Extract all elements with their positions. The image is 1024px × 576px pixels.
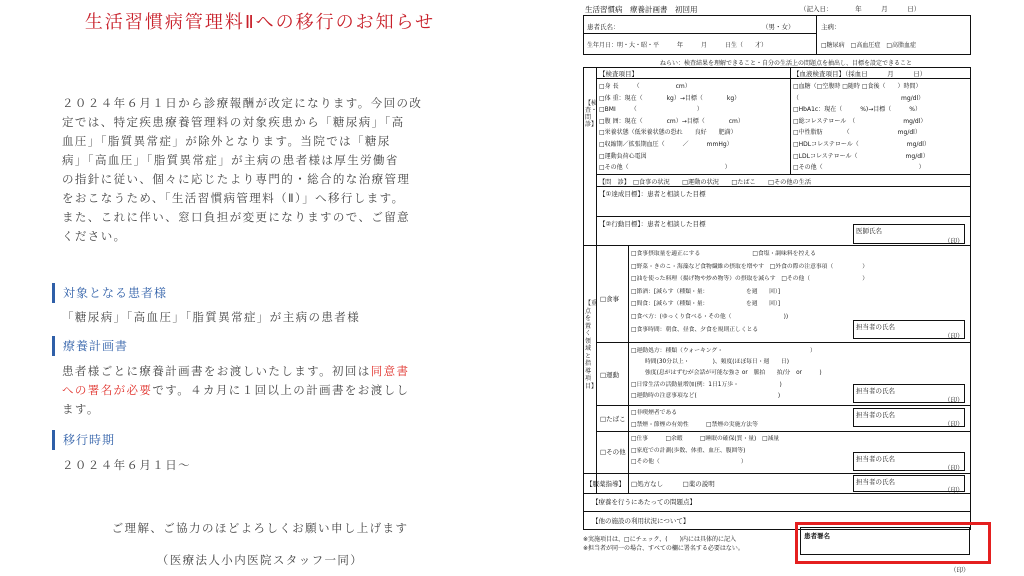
- goal2-label: 【②行動目標】：患者と相談した目標: [599, 220, 706, 228]
- meal-row: □野菜・きのこ・海藻など食物繊維の摂取を増やす □外食の際の注意事項（ ）: [631, 263, 869, 270]
- notice-intro: [62, 94, 510, 246]
- blood-row: □LDLコレステロール（ mg/dl）: [793, 152, 929, 160]
- intro-line: ２０２４年６月１日から診療報酬が改定になります。今回の改: [62, 96, 423, 110]
- other-staff-label: 担当者の氏名: [856, 455, 895, 463]
- tobacco-rows: [631, 408, 758, 431]
- note-1: ※実施項目は、□にチェック、( )内には具体的に記入: [583, 536, 736, 543]
- section-text-timing: ２０２４年６月１日～: [62, 458, 191, 472]
- intro-line: 血圧」「脂質異常症」が除外となります。当院では「糖尿: [62, 134, 391, 148]
- problems-label: 【療養を行うにあたっての問題点】: [592, 498, 696, 506]
- exam-row: □栄養状態（低栄養状態の恐れ 良好 肥満）: [599, 129, 737, 137]
- signature-text: （医療法人小内医院スタッフ一同）: [156, 553, 364, 567]
- intro-line: の指針に従い、個々に応じたより専門的・総合的な治療管理: [62, 172, 411, 186]
- exam-side-label: 【検査・問診】: [585, 100, 598, 128]
- notice-title: 生活習慣病管理料Ⅱへの移行のお知らせ: [84, 12, 436, 33]
- blood-title: 【血液検査項目】（採血日 月 日）: [793, 70, 927, 78]
- section-text-target: 「糖尿病」「高血圧」「脂質異常症」が主病の患者様: [62, 310, 361, 324]
- aim-text: ねらい：検査結果を理解できること・自分の生活上の問題点を抽出し、目標を設定できること: [660, 60, 913, 67]
- other-label: □その他: [600, 448, 626, 456]
- plan-emphasis: への署名が必要: [62, 383, 153, 397]
- exercise-row: 強度(息がはずむが会話が可能な強さ or 脈拍 拍/分 or ): [645, 370, 822, 377]
- meal-row: □間食：[減らす（種類・量： を週 回）]: [631, 301, 781, 308]
- interview-row: 【問 診】 □食事の状況 □運動の状況 □たばこ □その他の生活: [599, 179, 812, 186]
- blood-rows: [793, 81, 930, 174]
- exercise-rows: [631, 346, 822, 402]
- medicine-staff-label: 担当者の氏名: [856, 478, 895, 486]
- other-row: □その他（ ）: [631, 459, 747, 465]
- bottom-seal: （印）: [950, 566, 970, 574]
- other-facility-label: 【他の施設の利用状況について】: [592, 517, 690, 525]
- plan-text: ます。: [62, 402, 100, 416]
- exam-rows: [599, 81, 744, 174]
- patient-name-label: 患者氏名：: [587, 23, 620, 31]
- exam-row: □BMI （ ）: [599, 106, 703, 114]
- other-staff-seal: （印）: [944, 464, 964, 472]
- blood-row: （ mg/dl）: [793, 94, 925, 102]
- other-rows: [631, 434, 779, 469]
- exam-row: □身 長 （ cm）: [599, 83, 691, 90]
- blood-row: □総コレステロール （ mg/dl）: [793, 117, 927, 125]
- exercise-row: 時間(30分以上・ )、頻度(ほぼ毎日・週 日): [645, 359, 789, 366]
- disease-checkboxes: □糖尿病 □高血圧症 □高脂血症: [821, 42, 917, 49]
- plan-text: です。４カ月に１回以上の計画書をお渡しし: [152, 383, 410, 397]
- closing-text: ご理解、ご協力のほどよろしくお願い申し上げます: [111, 521, 409, 535]
- form-record-date: （記入日： 年 月 日）: [800, 5, 921, 13]
- tobacco-row: □非喫煙者である: [631, 410, 678, 416]
- meal-row: □食べ方：(ゆっくり食べる・その他（ )): [631, 313, 789, 320]
- meal-rows: [631, 248, 868, 336]
- meal-staff-label: 担当者の氏名: [856, 323, 895, 331]
- sex-label: （男・女）: [762, 23, 795, 31]
- blood-row: □HbA1c：現在（ %)→目標（ %）: [793, 106, 921, 114]
- blood-row: □血糖（□空腹時 □随時 □食後（ ）時間）: [793, 83, 922, 90]
- exam-row: □腹 囲：現在（ cm）→目標（ cm）: [599, 117, 744, 125]
- meal-label: □食事: [600, 295, 620, 303]
- header-box: [583, 15, 971, 55]
- plan-form: [578, 0, 976, 576]
- exercise-staff-label: 担当者の氏名: [856, 387, 895, 395]
- section-heading-plan: 療養計画書: [52, 336, 128, 356]
- meal-row: □節酒：[減らす（種類・量： を週 回）]: [631, 288, 781, 295]
- medicine-label: 【服薬指導】: [586, 480, 625, 488]
- exercise-row: □運動処方：種類（ウォーキング・ ）: [631, 348, 816, 354]
- meal-row: □食事時間：朝食、昼食、夕食を規則正しくとる: [631, 326, 759, 333]
- blood-row: □HDLコレステロール（ mg/dl）: [793, 140, 930, 148]
- exam-row: □運動負荷心電図: [599, 152, 647, 160]
- section-heading-timing: 移行時期: [52, 430, 115, 450]
- doctor-label: 医師氏名: [856, 227, 882, 235]
- exam-row: □体 重：現在（ kg）→目標（ kg）: [599, 94, 741, 102]
- birth-label: 生年月日：明・大・昭・平 年 月 日生（ 才）: [587, 42, 768, 49]
- goal1-label: 【①達成目標】：患者と相談した目標: [599, 190, 706, 198]
- plan-text: 患者様ごとに療養計画書をお渡しいたします。初回は: [62, 364, 371, 378]
- meal-row: □油を使った料理（揚げ物や炒め物等）の摂取を減らす □その他（ ）: [631, 276, 869, 283]
- other-row: □仕事 □余暇 □睡眠の確保(質・量) □減量: [631, 436, 780, 442]
- exam-row: □その他（ ）: [599, 164, 731, 172]
- intro-line: 定では、特定疾患療養管理料の対象疾患から「糖尿病」「高: [62, 115, 405, 129]
- exam-title: 【検査項目】: [599, 70, 638, 78]
- meal-staff-seal: （印）: [944, 332, 964, 340]
- section-text-plan: [62, 362, 502, 419]
- medicine-options: □処方なし □薬の説明: [631, 480, 715, 488]
- tobacco-row: □禁煙・節煙の有効性 □禁煙の実施方法等: [631, 421, 758, 428]
- focus-side-label: 【重点を置く領域と指導項目】: [585, 300, 598, 390]
- exercise-row: □日常生活の活動量増加(例：1日1万歩・ ): [631, 381, 782, 388]
- exercise-label: □運動: [600, 371, 620, 379]
- main-disease-label: 主病：: [821, 23, 841, 31]
- intro-line: をおこなうため、「生活習慣病管理料（Ⅱ）」へ移行します。: [62, 191, 405, 205]
- tobacco-staff-label: 担当者の氏名: [856, 411, 895, 419]
- intro-line: 病」「高血圧」「脂質異常症」が主病の患者様は厚生労働省: [62, 153, 399, 167]
- blood-row: □中性脂肪 （ mg/dl）: [793, 129, 921, 137]
- blood-row: □その他（ ）: [793, 164, 925, 172]
- section-heading-target: 対象となる患者様: [52, 283, 167, 303]
- doctor-seal: （印）: [944, 237, 964, 245]
- medicine-staff-seal: （印）: [944, 486, 964, 494]
- intro-line: また、これに伴い、窓口負担が変更になりますので、ご留意: [62, 210, 411, 224]
- tobacco-label: □たばこ: [600, 415, 626, 423]
- patient-sign-label: 患者署名: [804, 532, 830, 540]
- tobacco-staff-seal: （印）: [944, 420, 964, 428]
- exercise-row: □運動時の注意事項など( ): [631, 392, 781, 399]
- form-heading: 生活習慣病 療養計画書 初回用: [585, 5, 698, 14]
- meal-row: □食事摂取量を適正にする □食塩・調味料を控える: [631, 251, 816, 257]
- plan-emphasis: 同意書: [370, 364, 410, 378]
- intro-line: ください。: [62, 229, 127, 243]
- signature-highlight: [795, 522, 991, 564]
- other-row: □家庭での計測(歩数、体重、血圧、腹囲等): [631, 447, 746, 454]
- note-2: ※担当者が同一の場合、すべての欄に署名する必要はない。: [583, 545, 744, 552]
- exercise-staff-seal: （印）: [944, 396, 964, 404]
- exam-row: □収縮期／拡張期血圧（ ／ mmHg）: [599, 140, 733, 148]
